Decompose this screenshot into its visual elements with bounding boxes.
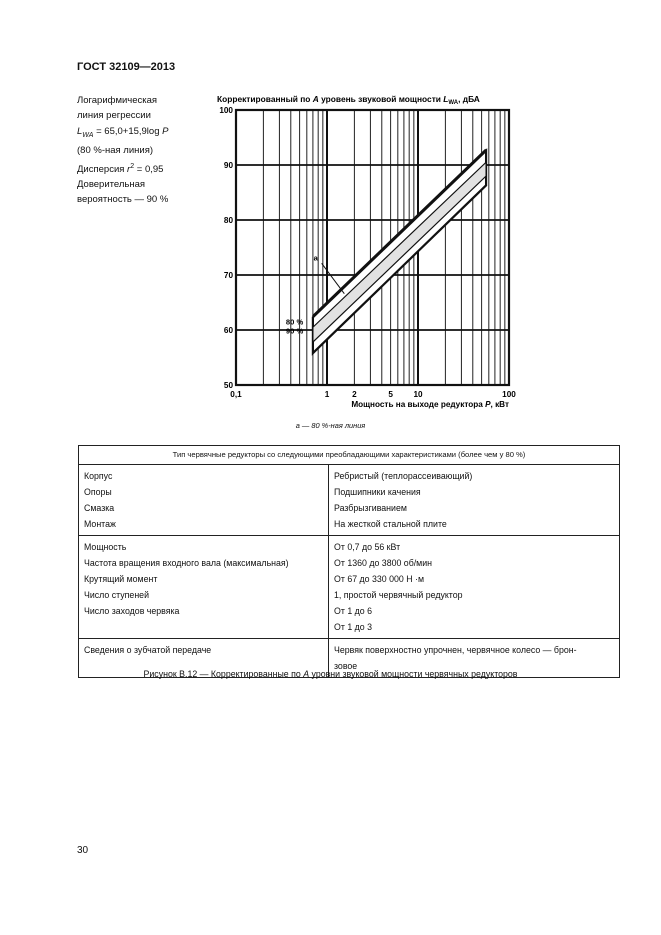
chart-area bbox=[200, 88, 530, 418]
table-row-label: Смазка bbox=[84, 503, 115, 513]
annotation-leader bbox=[322, 263, 345, 293]
table-row-label: Частота вращения входного вала (максимальная) bbox=[84, 558, 289, 568]
x-tick-label: 100 bbox=[502, 390, 516, 399]
table-row-label: Число заходов червяка bbox=[84, 606, 180, 616]
table-row-value: 1, простой червячный редуктор bbox=[334, 590, 463, 600]
band-80-percent bbox=[313, 162, 486, 342]
table-row-label: Монтаж bbox=[84, 519, 116, 529]
regression-line bbox=[313, 150, 486, 317]
table-row-label: Число ступеней bbox=[84, 590, 149, 600]
note-confidence-2: вероятность — 90 % bbox=[77, 194, 169, 206]
table-row-value: Подшипники качения bbox=[334, 487, 421, 497]
y-tick-label: 90 bbox=[223, 161, 233, 170]
table-row-label: Сведения о зубчатой передаче bbox=[84, 645, 212, 655]
x-tick-label: 0,1 bbox=[230, 390, 242, 399]
table-row-value: От 0,7 до 56 кВт bbox=[334, 542, 401, 552]
table-row-label: Крутящий момент bbox=[84, 574, 158, 584]
group-1-labels bbox=[79, 465, 329, 536]
group-2-values bbox=[329, 536, 620, 639]
x-tick-label: 5 bbox=[388, 390, 393, 399]
table-row-value: От 1360 до 3800 об/мин bbox=[334, 558, 433, 568]
table-row-value: От 67 до 330 000 Н ·м bbox=[334, 574, 425, 584]
y-tick-label: 70 bbox=[223, 271, 233, 280]
plot-frame bbox=[236, 110, 509, 385]
table-row-label: Корпус bbox=[84, 471, 113, 481]
band-label-80: 80 % bbox=[285, 317, 304, 327]
figure-caption: Рисунок В.12 — Корректированные по A уровни звуковой мощности червячных редукторов bbox=[143, 669, 518, 679]
table-caption: Тип червячные редукторы со следующими преобладающими характеристиками (более чем у 80 %) bbox=[79, 446, 620, 465]
characteristics-table bbox=[78, 445, 620, 678]
table-row-value: От 1 до 6 bbox=[334, 606, 373, 616]
table-row-value: На жесткой стальной плите bbox=[334, 519, 447, 529]
note-formula: $L_{WA} = 65,0+15,9\log$ P bbox=[77, 125, 169, 139]
group-2-labels bbox=[79, 536, 329, 639]
y-tick-label: 60 bbox=[223, 326, 233, 335]
table-row-value: От 1 до 3 bbox=[334, 622, 373, 632]
table-row-value: Червяк поверхностно упрочнен, червячное колесо — брон- bbox=[334, 645, 577, 655]
table-row-label: Мощность bbox=[84, 542, 127, 552]
x-tick-label: 1 bbox=[324, 390, 330, 399]
x-tick-label: 2 bbox=[352, 390, 357, 399]
band-label-90: 90 % bbox=[285, 326, 304, 336]
x-tick-label: 10 bbox=[413, 390, 423, 399]
chart-footnote: a — 80 %-ная линия bbox=[295, 421, 366, 430]
table-group-1 bbox=[79, 465, 620, 536]
y-tick-label: 50 bbox=[223, 381, 233, 390]
chart-title: Корректированный по A уровень звуковой мощности $L_{WA}$, дБА bbox=[217, 94, 480, 106]
note-confidence-1: Доверительная bbox=[77, 179, 146, 191]
table-row-label bbox=[84, 619, 323, 635]
note-line-1: Логарифмическая bbox=[77, 95, 158, 106]
annotation-label: а bbox=[313, 253, 318, 263]
note-dispersion: Дисперсия $r^2 = 0,95$ bbox=[77, 162, 164, 175]
page-header: ГОСТ 32109—2013 bbox=[77, 61, 176, 73]
note-line-2: линия регрессии bbox=[77, 110, 151, 122]
page-number: 30 bbox=[77, 845, 89, 856]
table-row-label: Опоры bbox=[84, 487, 112, 497]
table-row-value-cont: зовое bbox=[334, 661, 358, 671]
table-caption-row bbox=[79, 446, 620, 465]
table-row-value: Разбрызгиванием bbox=[334, 503, 407, 513]
group-1-values bbox=[329, 465, 620, 536]
y-tick-label: 100 bbox=[219, 106, 233, 115]
table-row-value: Ребристый (теплорассеивающий) bbox=[334, 471, 473, 481]
sound-power-chart bbox=[200, 88, 530, 418]
note-line-4: (80 %-ная линия) bbox=[77, 145, 154, 157]
x-axis-label: Мощность на выходе редуктора P, кВт bbox=[351, 400, 509, 409]
y-tick-label: 80 bbox=[223, 216, 233, 225]
table-group-2 bbox=[79, 536, 620, 639]
